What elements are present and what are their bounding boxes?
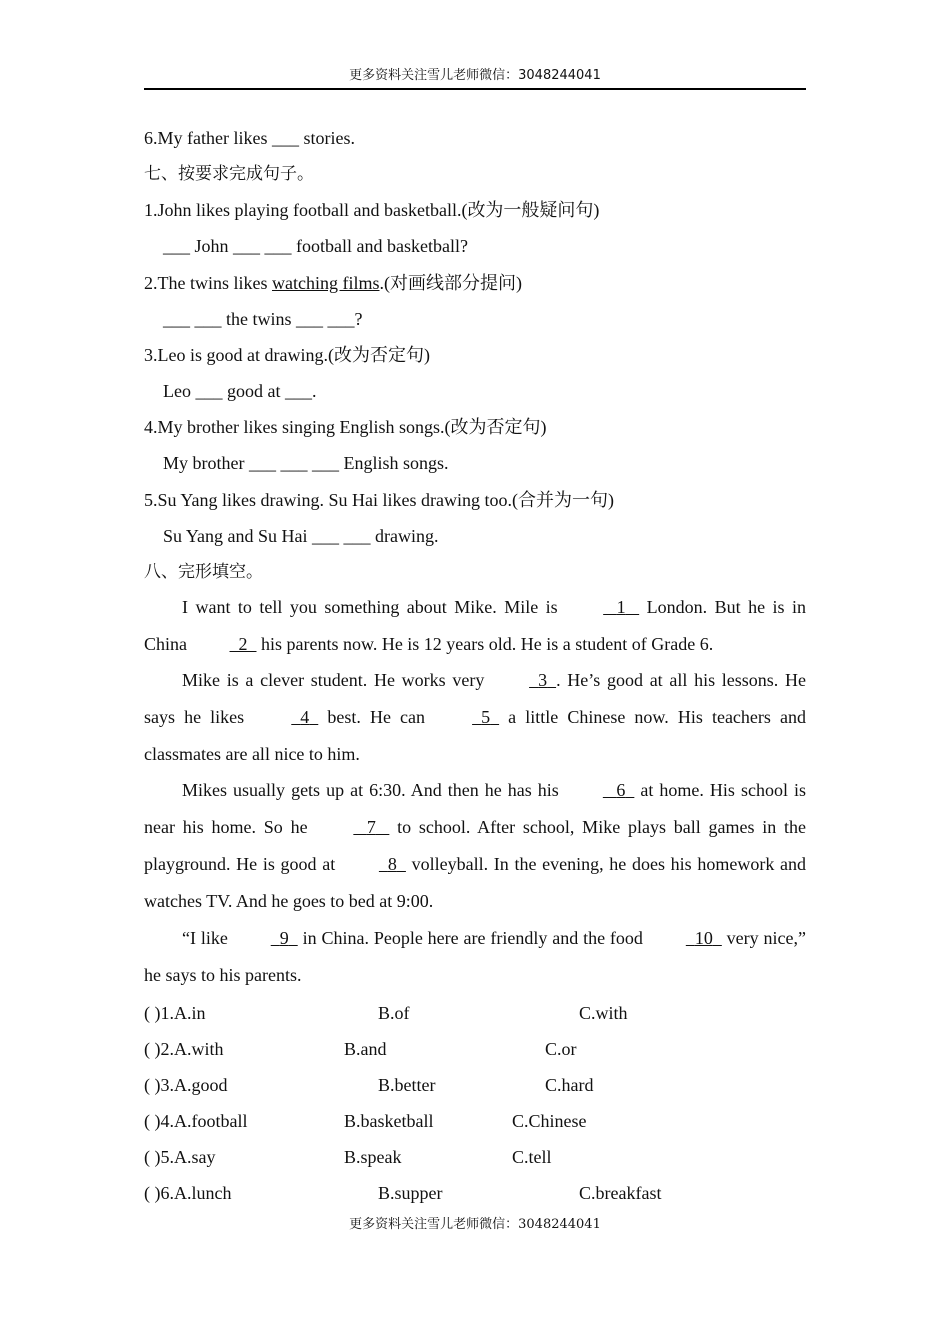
option-row-2-a: ( )2.A.with	[144, 1039, 224, 1059]
cloze-paragraph-1	[144, 589, 806, 663]
s7-q5-answer: Su Yang and Su Hai ___ ___ drawing.	[163, 526, 439, 546]
option-row-1-b: B.of	[378, 1003, 410, 1023]
s7-q3-answer: Leo ___ good at ___.	[163, 381, 317, 401]
blank-7-number: 7	[366, 817, 376, 837]
blank-2-number: 2	[238, 634, 248, 654]
option-row-6-b: B.supper	[378, 1183, 443, 1203]
option-row-2-b: B.and	[344, 1039, 387, 1059]
blank-7	[315, 809, 389, 846]
blank-6	[565, 772, 635, 809]
p2-text-d: a little Chinese now. His teachers and classmates are all nice to him.	[144, 707, 806, 764]
option-row-5-b: B.speak	[344, 1147, 402, 1167]
s7-q2-underlined: watching films	[272, 273, 380, 293]
option-row-5-a: ( )5.A.say	[144, 1147, 216, 1167]
section-7-title: 七、按要求完成句子。	[144, 164, 314, 184]
cloze-paragraph-2	[144, 662, 806, 773]
option-row-2-c: C.or	[545, 1039, 577, 1059]
s7-q5-prompt: 5.Su Yang likes drawing. Su Hai likes drawing too.(合并为一句)	[144, 490, 614, 510]
blank-1	[565, 589, 639, 626]
cloze-paragraph-4	[144, 920, 806, 994]
option-row-4-a: ( )4.A.football	[144, 1111, 248, 1131]
blank-5-number: 5	[481, 707, 491, 727]
option-row-3-b: B.better	[378, 1075, 436, 1095]
option-row-1-a: ( )1.A.in	[144, 1003, 206, 1023]
blank-2	[192, 626, 257, 663]
p3-text-d: volleyball. In the evening, he does his homework and watches TV. And he goes to bed at 9:00.	[144, 854, 806, 911]
blank-1-number: 1	[616, 597, 626, 617]
p4-text-c: very nice,” he says to his parents.	[144, 928, 807, 985]
p1-text-b: London. But he is in China	[144, 597, 806, 654]
p2-text-a: Mike is a clever student. He works very	[182, 670, 492, 690]
p4-text-b: in China. People here are friendly and the food	[297, 928, 648, 948]
s7-q3-prompt: 3.Leo is good at drawing.(改为否定句)	[144, 345, 430, 365]
option-row-6-c: C.breakfast	[579, 1183, 662, 1203]
s7-q4-answer: My brother ___ ___ ___ English songs.	[163, 453, 449, 473]
s7-q1-prompt: 1.John likes playing football and basketball.(改为一般疑问句)	[144, 200, 600, 220]
p3-text-b: at home. His school is near his home. So he	[144, 780, 806, 837]
page-footer: 更多资料关注雪儿老师微信：3048244041	[349, 1217, 601, 1232]
option-row-4-b: B.basketball	[344, 1111, 434, 1131]
blank-4-number: 4	[300, 707, 310, 727]
section-8-title: 八、完形填空。	[144, 562, 263, 582]
blank-10	[648, 920, 722, 957]
blank-8-number: 8	[387, 854, 397, 874]
s7-q2-prompt-after: .(对画线部分提问)	[379, 273, 522, 293]
s7-q4-prompt: 4.My brother likes singing English songs.(改为否定句)	[144, 417, 547, 437]
p1-text-a: I want to tell you something about Mike. Mile is	[182, 597, 566, 617]
s7-q2-answer: ___ ___ the twins ___ ___?	[163, 309, 363, 329]
blank-4	[253, 699, 318, 736]
blank-3-number: 3	[538, 670, 548, 690]
blank-5	[434, 699, 499, 736]
option-row-4-c: C.Chinese	[512, 1111, 587, 1131]
blank-3	[491, 662, 556, 699]
p3-text-a: Mikes usually gets up at 6:30. And then he has his	[182, 780, 565, 800]
s7-q2-prompt-before: 2.The twins likes	[144, 273, 272, 293]
blank-10-number: 10	[694, 928, 713, 948]
p2-text-c: best. He can	[318, 707, 435, 727]
option-row-3-c: C.hard	[545, 1075, 594, 1095]
s7-q1-answer: ___ John ___ ___ football and basketball?	[163, 236, 468, 256]
page-header: 更多资料关注雪儿老师微信：3048244041	[144, 66, 806, 90]
blank-8	[341, 846, 406, 883]
option-row-3-a: ( )3.A.good	[144, 1075, 228, 1095]
blank-6-number: 6	[616, 780, 626, 800]
option-row-1-c: C.with	[579, 1003, 628, 1023]
option-row-6-a: ( )6.A.lunch	[144, 1183, 232, 1203]
question-6: 6.My father likes ___ stories.	[144, 128, 355, 148]
p2-text-b: . He’s good at all his lessons. He says he likes	[144, 670, 806, 727]
p1-text-c: his parents now. He is 12 years old. He is a student of Grade 6.	[256, 634, 714, 654]
option-row-5-c: C.tell	[512, 1147, 552, 1167]
blank-9	[233, 920, 298, 957]
blank-9-number: 9	[279, 928, 289, 948]
cloze-paragraph-3	[144, 772, 806, 920]
p4-text-a: “I like	[182, 928, 233, 948]
s7-q2-prompt	[144, 272, 522, 294]
p3-text-c: to school. After school, Mike plays ball games in the playground. He is good at	[144, 817, 807, 874]
